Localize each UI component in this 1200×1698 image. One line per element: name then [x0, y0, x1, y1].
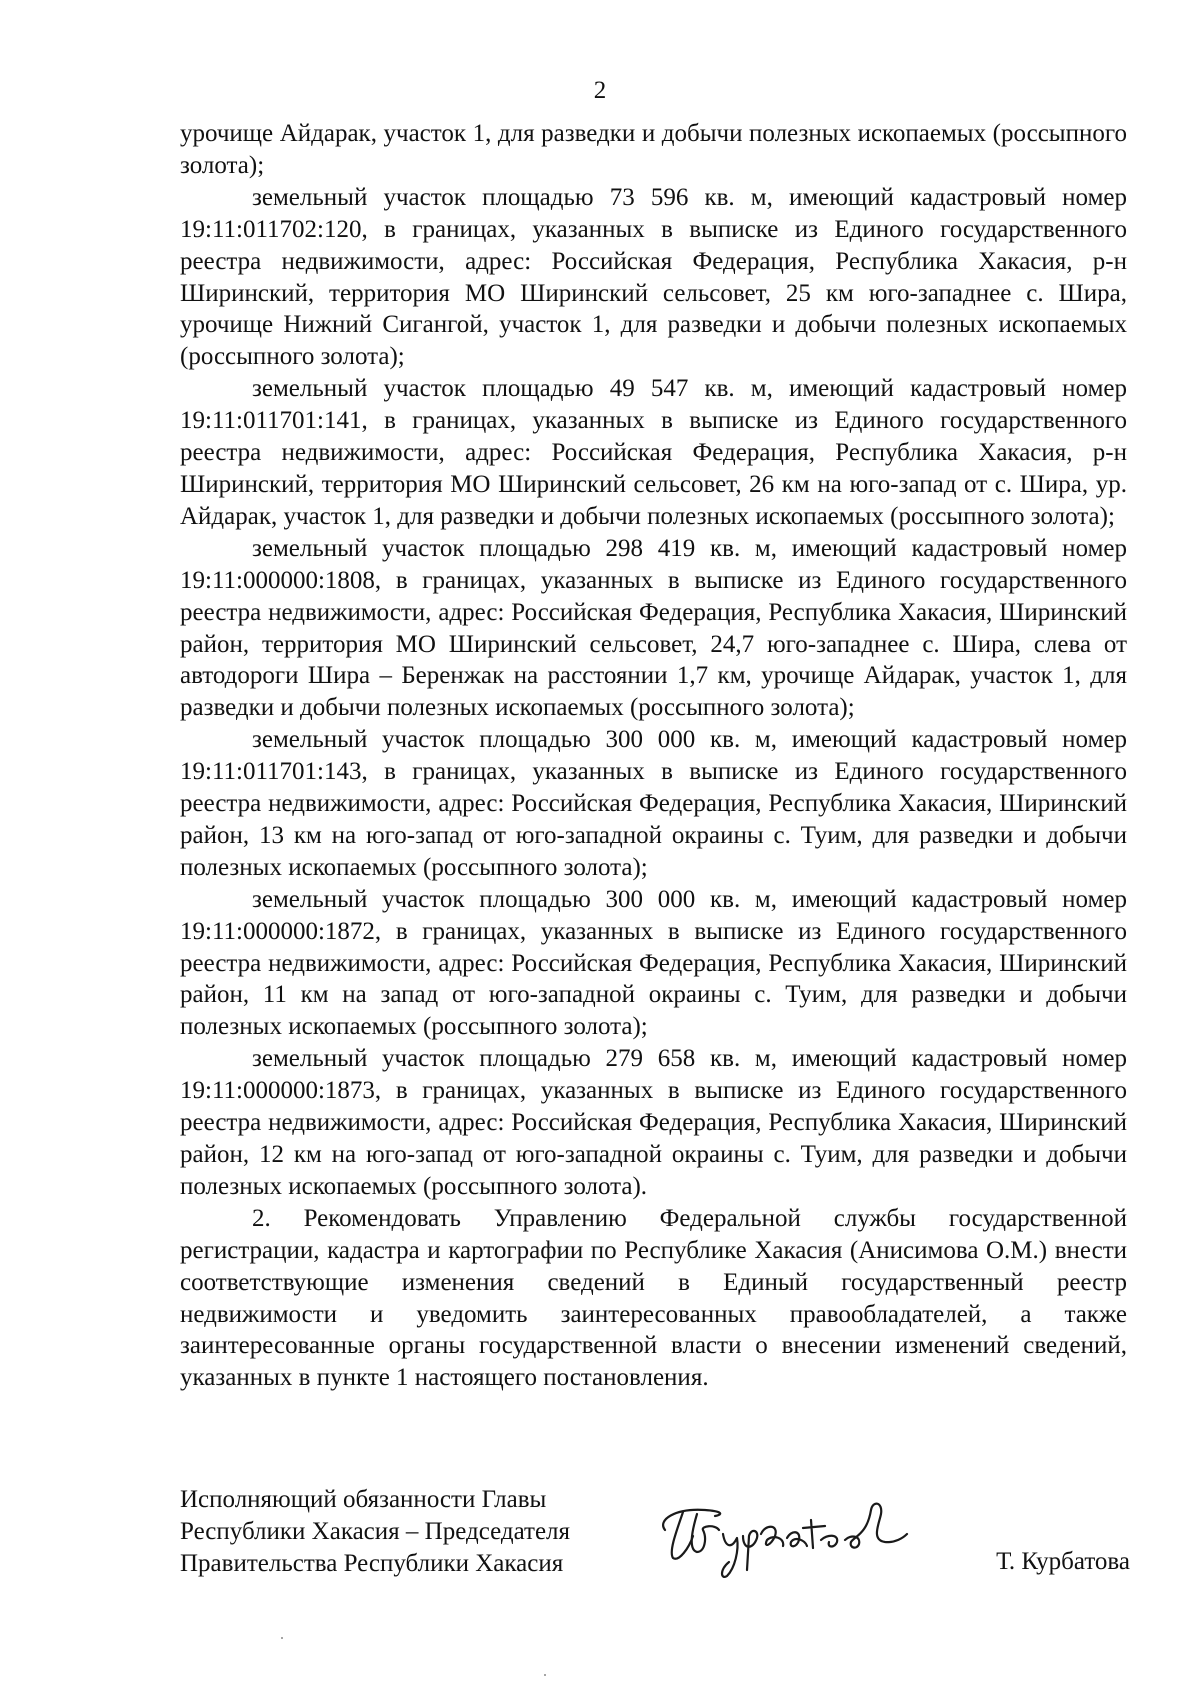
paragraph-land-plot: земельный участок площадью 298 419 кв. м, имеющий кадастровый номер 19:11:000000:1808, в границах, указанных в выписке из Единого государственного реестра недвижимости, адрес: Российская Федерация, Республика Хакасия, Ширинский район, территория МО Ширинский сельсовет, 24,7 юго-западнее с. Шира, слева от автодороги Шира – Беренжак на расстоянии 1,7 км, урочище Айдарак, участок 1, для разведки и добычи полезных ископаемых (россыпного золота);	[180, 534, 1127, 722]
paragraph-land-plot: земельный участок площадью 49 547 кв. м, имеющий кадастровый номер 19:11:011701:141, в границах, указанных в выписке из Единого государственного реестра недвижимости, адрес: Российская Федерация, Республика Хакасия, р-н Ширинский, территория МО Ширинский сельсовет, 26 км на юго-запад от с. Шира, ур. Айдарак, участок 1, для разведки и добычи полезных ископаемых (россыпного золота);	[180, 375, 1127, 530]
signatory-name: Т. Курбатова	[996, 1548, 1130, 1575]
scan-speck	[281, 1637, 283, 1639]
paragraph-land-plot: земельный участок площадью 73 596 кв. м, имеющий кадастровый номер 19:11:011702:120, в границах, указанных в выписке из Единого государственного реестра недвижимости, адрес: Российская Федерация, Республика Хакасия, р-н Ширинский, территория МО Ширинский сельсовет, 25 км юго-западнее с. Шира, урочище Нижний Сигангой, участок 1, для разведки и добычи полезных ископаемых (россыпного золота);	[180, 183, 1127, 371]
signatory-title-line: Правительства Республики Хакасия	[180, 1550, 564, 1577]
paragraph-land-plot: земельный участок площадью 279 658 кв. м, имеющий кадастровый номер 19:11:000000:1873, в границах, указанных в выписке из Единого государственного реестра недвижимости, адрес: Российская Федерация, Республика Хакасия, Ширинский район, 12 км на юго-запад от юго-западной окраины с. Туим, для разведки и добычи полезных ископаемых (россыпного золота).	[180, 1045, 1127, 1200]
scan-speck	[544, 1674, 546, 1676]
paragraph-continuation: урочище Айдарак, участок 1, для разведки и добычи полезных ископаемых (россыпного золота);	[180, 120, 1127, 179]
paragraph-land-plot: земельный участок площадью 300 000 кв. м, имеющий кадастровый номер 19:11:011701:143, в границах, указанных в выписке из Единого государственного реестра недвижимости, адрес: Российская Федерация, Республика Хакасия, Ширинский район, 13 км на юго-запад от юго-западной окраины с. Туим, для разведки и добычи полезных ископаемых (россыпного золота);	[180, 726, 1127, 881]
page-number: 2	[593, 77, 607, 104]
document-body	[180, 118, 1127, 1394]
signatory-title-line: Исполняющий обязанности Главы	[180, 1486, 547, 1513]
paragraph-land-plot: земельный участок площадью 300 000 кв. м, имеющий кадастровый номер 19:11:000000:1872, в границах, указанных в выписке из Единого государственного реестра недвижимости, адрес: Российская Федерация, Республика Хакасия, Ширинский район, 11 км на запад от юго-западной окраины с. Туим, для разведки и добычи полезных ископаемых (россыпного золота);	[180, 885, 1127, 1041]
handwritten-signature	[645, 1490, 925, 1580]
signatory-title	[180, 1484, 600, 1580]
signatory-title-line: Республики Хакасия – Председателя	[180, 1518, 571, 1545]
paragraph-item-2: 2. Рекомендовать Управлению Федеральной службы государственной регистрации, кадастра и картографии по Республике Хакасия (Анисимова О.М.) внести соответствующие изменения сведений в Единый государственный реестр недвижимости и уведомить заинтересованных правообладателей, а также заинтересованные органы государственной власти о внесении изменений сведений, указанных в пункте 1 настоящего постановления.	[180, 1204, 1127, 1392]
